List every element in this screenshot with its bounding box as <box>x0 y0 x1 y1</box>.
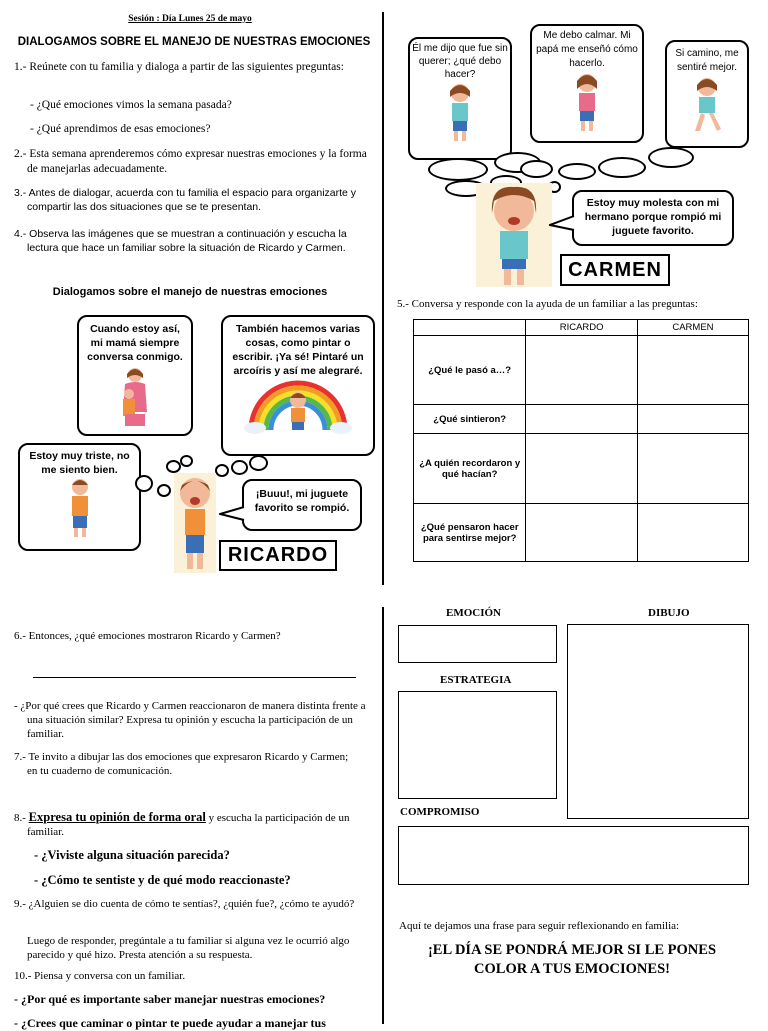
carmen-bubble-3: Si camino, me sentiré mejor. <box>665 40 749 148</box>
girl-walking-illustration <box>687 75 727 135</box>
step-1a: - ¿Qué emociones vimos la semana pasada? <box>30 99 232 111</box>
answer-cell[interactable] <box>526 336 637 405</box>
bottom-column-divider <box>382 607 384 1024</box>
ricardo-bubble-2: También hacemos varias cosas, como pintar o escribir. ¡Ya sé! Pintaré un arcoíris y así me alegraré. <box>221 315 375 456</box>
question-6: 6.- Entonces, ¿qué emociones mostraron Ricardo y Carmen? <box>14 630 281 642</box>
question-8a: - ¿Viviste alguna situación parecida? <box>34 848 230 862</box>
carmen-name-label: CARMEN <box>560 254 670 286</box>
step-3: 3.- Antes de dialogar, acuerda con tu familia el espacio para organizarte y compartir las dos situaciones que se te presentan. <box>14 187 357 213</box>
thought-cloud <box>231 460 248 475</box>
question-10b: - ¿Crees que caminar o pintar te puede ayudar a manejar tus <box>14 1016 326 1030</box>
thought-cloud <box>598 157 646 178</box>
question-why: - ¿Por qué crees que Ricardo y Carmen reaccionaron de manera distinta frente a una situación similar? Expresa tu opinión y escucha la participación de un familiar. <box>14 700 366 740</box>
ricardo-bubble-3: Estoy muy triste, no me siento bien. <box>18 443 141 551</box>
question-7: 7.- Te invito a dibujar las dos emociones que expresaron Ricardo y Carmen; en tu cuaderno de comunicación. <box>14 751 349 777</box>
table-row-question: ¿Qué sintieron? <box>414 405 526 434</box>
table-row-question: ¿A quién recordaron y qué hacían? <box>414 434 526 504</box>
main-title: DIALOGAMOS SOBRE EL MANEJO DE NUESTRAS EMOCIONES <box>17 36 371 48</box>
answer-cell[interactable] <box>526 434 637 504</box>
table-row-question: ¿Qué pensaron hacer para sentirse mejor? <box>414 504 526 562</box>
question-8-rest: y escucha la participación de un familiar. <box>27 812 350 838</box>
session-line: Sesión : Día Lunes 25 de mayo <box>128 14 252 24</box>
answer-cell[interactable] <box>526 504 637 562</box>
answer-cell[interactable] <box>637 504 748 562</box>
dibujo-label: DIBUJO <box>648 607 690 619</box>
compromiso-box[interactable] <box>398 826 749 885</box>
ricardo-bubble-1: Cuando estoy así, mi mamá siempre conversa conmigo. <box>77 315 193 436</box>
girl-thinking-illustration <box>440 81 480 143</box>
question-8-number: 8.- <box>14 812 29 824</box>
dibujo-box[interactable] <box>567 624 749 819</box>
answer-cell[interactable] <box>637 434 748 504</box>
questions-table <box>413 319 749 562</box>
thought-cloud <box>157 484 171 497</box>
ricardo-bubble-4: ¡Buuu!, mi juguete favorito se rompió. <box>242 479 362 531</box>
answer-cell[interactable] <box>637 336 748 405</box>
answer-cell[interactable] <box>526 405 637 434</box>
compromiso-label: COMPROMISO <box>400 806 480 818</box>
carmen-bubble-1: Él me dijo que fue sin querer; ¿qué debo hacer? <box>408 37 512 160</box>
question-10: 10.- Piensa y conversa con un familiar. <box>14 970 186 982</box>
answer-line <box>33 677 356 678</box>
step-1b: - ¿Qué aprendimos de esas emociones? <box>30 123 211 135</box>
table-header: CARMEN <box>637 320 748 336</box>
table-row-question: ¿Qué le pasó a…? <box>414 336 526 405</box>
question-8 <box>14 810 377 839</box>
question-9b: Luego de responder, pregúntale a tu familiar si alguna vez le ocurrió algo parecido y qué hizo. Presta atención a su respuesta. <box>27 935 350 961</box>
step-1: 1.- Reúnete con tu familia y dialoga a partir de las siguientes preguntas: <box>14 61 344 73</box>
table-header <box>414 320 526 336</box>
thought-cloud <box>249 455 268 471</box>
reflection-phrase: ¡EL DÍA SE PONDRÁ MEJOR SI LE PONES COLOR A TUS EMOCIONES! <box>427 942 717 977</box>
question-8-bold: Expresa tu opinión de forma oral <box>28 810 206 824</box>
table-header: RICARDO <box>526 320 637 336</box>
question-9: 9.- ¿Alguien se dio cuenta de cómo te sentías?, ¿quién fue?, ¿cómo te ayudó? <box>14 898 355 910</box>
carmen-illustration <box>476 183 552 287</box>
speech-bubble-tail <box>219 506 245 522</box>
frase-intro: Aquí te dejamos una frase para seguir reflexionando en familia: <box>399 920 680 932</box>
step-2: 2.- Esta semana aprenderemos cómo expresar nuestras emociones y la forma de manejarlas adecuadamente. <box>14 148 367 175</box>
thought-cloud <box>648 147 694 168</box>
thought-cloud <box>166 460 181 473</box>
question-8b: - ¿Cómo te sentiste y de qué modo reaccionaste? <box>34 873 291 887</box>
ricardo-illustration <box>174 473 216 573</box>
step-4: 4.- Observa las imágenes que se muestran a continuación y escucha la lectura que hace un familiar sobre la situación de Ricardo y Carmen. <box>14 228 347 254</box>
estrategia-label: ESTRATEGIA <box>440 674 512 686</box>
subtitle: Dialogamos sobre el manejo de nuestras emociones <box>52 286 328 298</box>
answer-cell[interactable] <box>637 405 748 434</box>
emocion-box[interactable] <box>398 625 557 663</box>
sad-boy-illustration <box>60 477 100 539</box>
step-5: 5.- Conversa y responde con la ayuda de un familiar a las preguntas: <box>397 298 698 310</box>
question-10a: - ¿Por qué es importante saber manejar nuestras emociones? <box>14 992 326 1006</box>
girl-calming-illustration <box>567 71 607 133</box>
emocion-label: EMOCIÓN <box>446 607 501 619</box>
carmen-bubble-2: Me debo calmar. Mi papá me enseñó cómo hacerlo. <box>530 24 644 143</box>
speech-bubble-tail <box>549 215 575 233</box>
rainbow-illustration <box>243 378 353 436</box>
carmen-bubble-4: Estoy muy molesta con mi hermano porque rompió mi juguete favorito. <box>572 190 734 246</box>
thought-cloud <box>180 455 193 467</box>
thought-cloud <box>428 158 488 181</box>
thought-cloud <box>558 163 596 180</box>
estrategia-box[interactable] <box>398 691 557 799</box>
ricardo-name-label: RICARDO <box>219 540 337 571</box>
mom-hugging-child-illustration <box>111 366 159 428</box>
thought-cloud <box>520 160 553 178</box>
thought-cloud <box>215 464 229 477</box>
top-column-divider <box>382 12 384 585</box>
thought-cloud <box>135 475 153 492</box>
